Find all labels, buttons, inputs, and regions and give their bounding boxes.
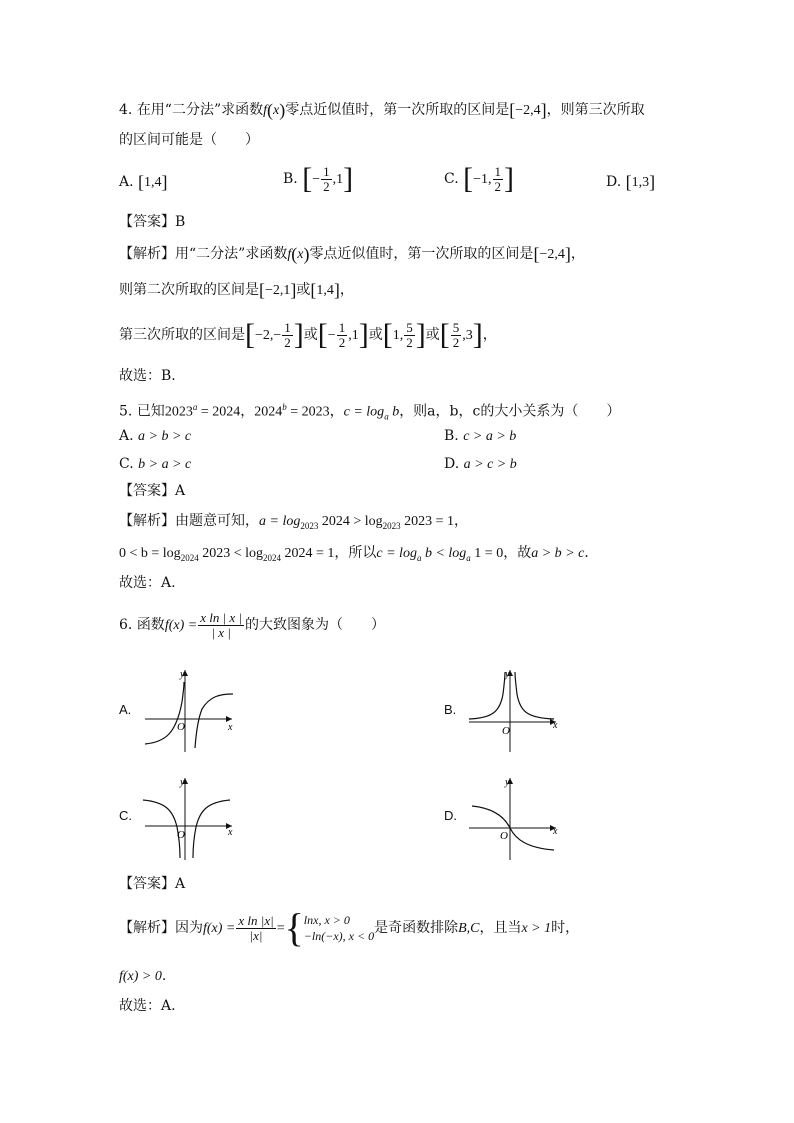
q5-analysis-line1: 【解析】由题意可知，$a = \log_{2023} 2024 > \log_{2023} 2023 = 1$， (119, 513, 469, 531)
q5-option-d: D. a > c > b (444, 456, 517, 472)
q4-option-b: B. [− $\frac{1}{2}$ ,1] (283, 162, 354, 195)
origin-label: O (500, 830, 508, 842)
q4-conclusion: 故选：B. (119, 368, 176, 384)
origin-label: O (502, 725, 510, 737)
q4-option-d: D. [1,3] (606, 172, 656, 192)
q4-analysis-line1: 【解析】用“二分法”求函数f(x)零点近似值时，第一次所取的区间是[−2,4]， (119, 244, 585, 264)
q6-graph-c (140, 772, 240, 862)
q6-analysis-line2: f(x) > 0. (119, 968, 167, 984)
q5-stem: 5. 已知$2023^a = 2024$，$2024^b = 2023$，$c = \log_a b$，则a，b，c的大小关系为（ ） (119, 402, 621, 422)
x-axis-label: x (228, 827, 233, 838)
q4-stem-line2: 的区间可能是（ ） (119, 132, 259, 148)
y-axis-label: y (505, 777, 510, 788)
q6-analysis-line1: 【解析】因为f(x) = $\frac{\text{x ln |x|}}{|x|}$ ={ lnx, x > 0 −ln(−x), x < 0 是奇函数排除B,C，且当x > 1时， (119, 905, 580, 950)
q4-analysis-line2: 则第二次所取的区间是[−2,1]或[1,4]， (119, 280, 354, 300)
q5-conclusion: 故选：A. (119, 575, 176, 591)
x-axis-label: x (228, 722, 233, 733)
q6-conclusion: 故选：A. (119, 998, 176, 1014)
q5-option-c: C. b > a > c (119, 456, 192, 472)
q6-graph-b-label: B. (444, 702, 457, 717)
q4-stem-line1: 4. 在用“二分法”求函数f(x)零点近似值时，第一次所取的区间是[−2,4]，则第三次所取 (119, 100, 645, 120)
origin-label: O (177, 829, 185, 841)
q4-number: 4. (119, 102, 133, 118)
origin-label: O (177, 721, 185, 733)
q6-graph-c-label: C. (119, 808, 132, 823)
y-axis-label: y (505, 669, 510, 680)
q5-answer: 【答案】A (119, 483, 186, 499)
q4-option-c: C. [−1, $\frac{1}{2}$ ] (444, 162, 515, 195)
q4-answer: 【答案】B (119, 214, 186, 230)
q6-stem: 6. 函数f(x) = $\frac{\text{x ln | x |}}{| x |}$ 的大致图象为（ ） (119, 609, 385, 640)
q5-analysis-line2: $0 < b = \log_{2024} 2023 < \log_{2024} 2024 = 1$，所以$c = \log_a b < \log_a 1 = 0$，故a > b > c． (119, 545, 599, 563)
q4-option-a: A. [1,4] (119, 172, 168, 192)
q4-analysis-line3: 第三次所取的区间是[−2,− $\frac{1}{2}$ ]或[− $\frac{1}{2}$ ,1]或[1, $\frac{5}{2}$ ]或[ $\frac{5}{2}$ ,3]， (119, 318, 497, 351)
q6-graph-a-label: A. (119, 702, 132, 717)
q5-option-a: A. a > b > c (119, 428, 192, 444)
q6-graph-b (464, 664, 564, 754)
y-axis-label: y (180, 669, 185, 680)
x-axis-label: x (553, 720, 558, 731)
q5-option-b: B. c > a > b (444, 428, 517, 444)
x-axis-label: x (553, 826, 558, 837)
q6-graph-d-label: D. (444, 808, 457, 823)
q6-answer: 【答案】A (119, 876, 186, 892)
y-axis-label: y (180, 777, 185, 788)
q6-graph-d (464, 772, 564, 862)
q6-graph-a (140, 664, 240, 754)
